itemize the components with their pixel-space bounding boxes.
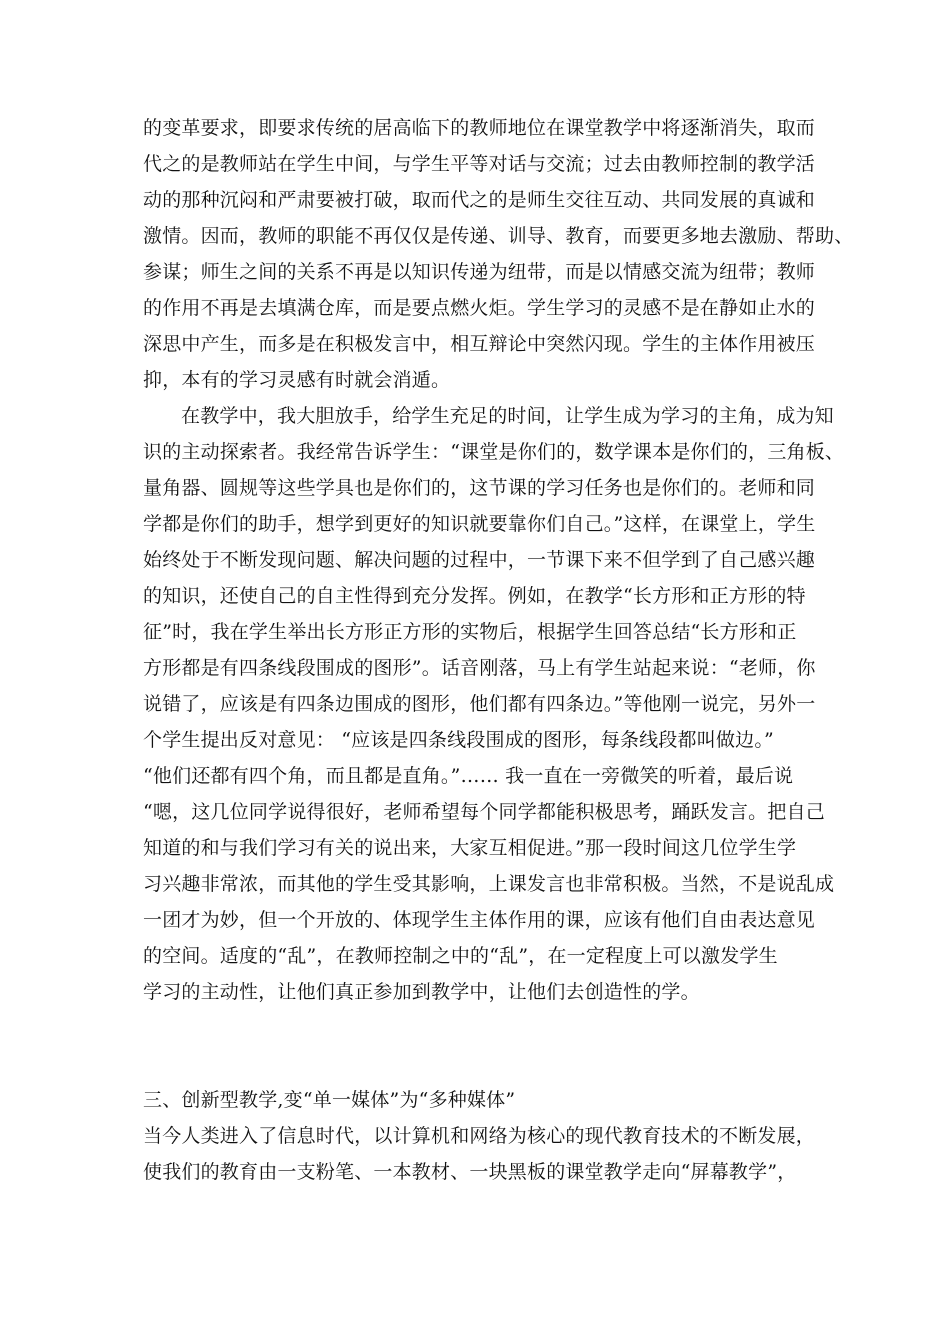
text-line: 激情。因而，教师的职能不再仅仅是传递、训导、教育，而要更多地去激励、帮助、 (143, 225, 854, 247)
text-line: 始终处于不断发现问题、解决问题的过程中，一节课下来不但学到了自己感兴趣 (143, 549, 816, 571)
text-line: 代之的是教师站在学生中间，与学生平等对话与交流；过去由教师控制的教学活 (143, 153, 816, 175)
text-line: 个学生提出反对意见： “应该是四条线段围成的图形，每条线段都叫做边。” (143, 729, 774, 751)
text-line: 的作用不再是去填满仓库，而是要点燃火炬。学生学习的灵感不是在静如止水的 (143, 297, 816, 319)
section-heading: 三、创新型教学,变“单一媒体”为“多种媒体” (143, 1089, 516, 1111)
text-line: 量角器、圆规等这些学具也是你们的，这节课的学习任务也是你们的。老师和同 (143, 477, 816, 499)
text-line: 的知识，还使自己的自主性得到充分发挥。例如，在教学“长方形和正方形的特 (143, 585, 806, 607)
text-line: 学都是你们的助手，想学到更好的知识就要靠你们自己。”这样，在课堂上，学生 (143, 513, 816, 535)
text-line: 深思中产生，而多是在积极发言中，相互辩论中突然闪现。学生的主体作用被压 (143, 333, 816, 355)
text-line: 当今人类进入了信息时代，以计算机和网络为核心的现代教育技术的不断发展， (143, 1125, 816, 1147)
text-line: “嗯，这几位同学说得很好，老师希望每个同学都能积极思考，踊跃发言。把自己 (143, 801, 825, 823)
text-line: 在教学中，我大胆放手，给学生充足的时间，让学生成为学习的主角，成为知 (181, 405, 834, 427)
text-line: 一团才为妙，但一个开放的、体现学生主体作用的课，应该有他们自由表达意见 (143, 909, 816, 931)
text-line: 抑，本有的学习灵感有时就会消遁。 (143, 369, 451, 391)
text-line: 学习的主动性，让他们真正参加到教学中，让他们去创造性的学。 (143, 981, 700, 1003)
text-line: 习兴趣非常浓，而其他的学生受其影响，上课发言也非常积极。当然，不是说乱成 (143, 873, 835, 895)
text-line: 使我们的教育由一支粉笔、一本教材、一块黑板的课堂教学走向“屏幕教学”， (143, 1161, 797, 1183)
text-line: “他们还都有四个角，而且都是直角。”…… 我一直在一旁微笑的听着，最后说 (143, 765, 794, 787)
text-line: 征”时，我在学生举出长方形正方形的实物后，根据学生回答总结“长方形和正 (143, 621, 797, 643)
text-line: 的空间。适度的“乱”，在教师控制之中的“乱”，在一定程度上可以激发学生 (143, 945, 778, 967)
text-line: 的变革要求，即要求传统的居高临下的教师地位在课堂教学中将逐渐消失，取而 (143, 117, 816, 139)
text-line: 说错了，应该是有四条边围成的图形，他们都有四条边。”等他刚一说完，另外一 (143, 693, 816, 715)
text-line: 参谋；师生之间的关系不再是以知识传递为纽带，而是以情感交流为纽带；教师 (143, 261, 816, 283)
text-line: 识的主动探索者。我经常告诉学生：“课堂是你们的，数学课本是你们的，三角板、 (143, 441, 845, 463)
text-line: 动的那种沉闷和严肃要被打破，取而代之的是师生交往互动、共同发展的真诚和 (143, 189, 816, 211)
text-line: 方形都是有四条线段围成的图形”。话音刚落，马上有学生站起来说：“老师，你 (143, 657, 816, 679)
text-line: 知道的和与我们学习有关的说出来，大家互相促进。”那一段时间这几位学生学 (143, 837, 797, 859)
